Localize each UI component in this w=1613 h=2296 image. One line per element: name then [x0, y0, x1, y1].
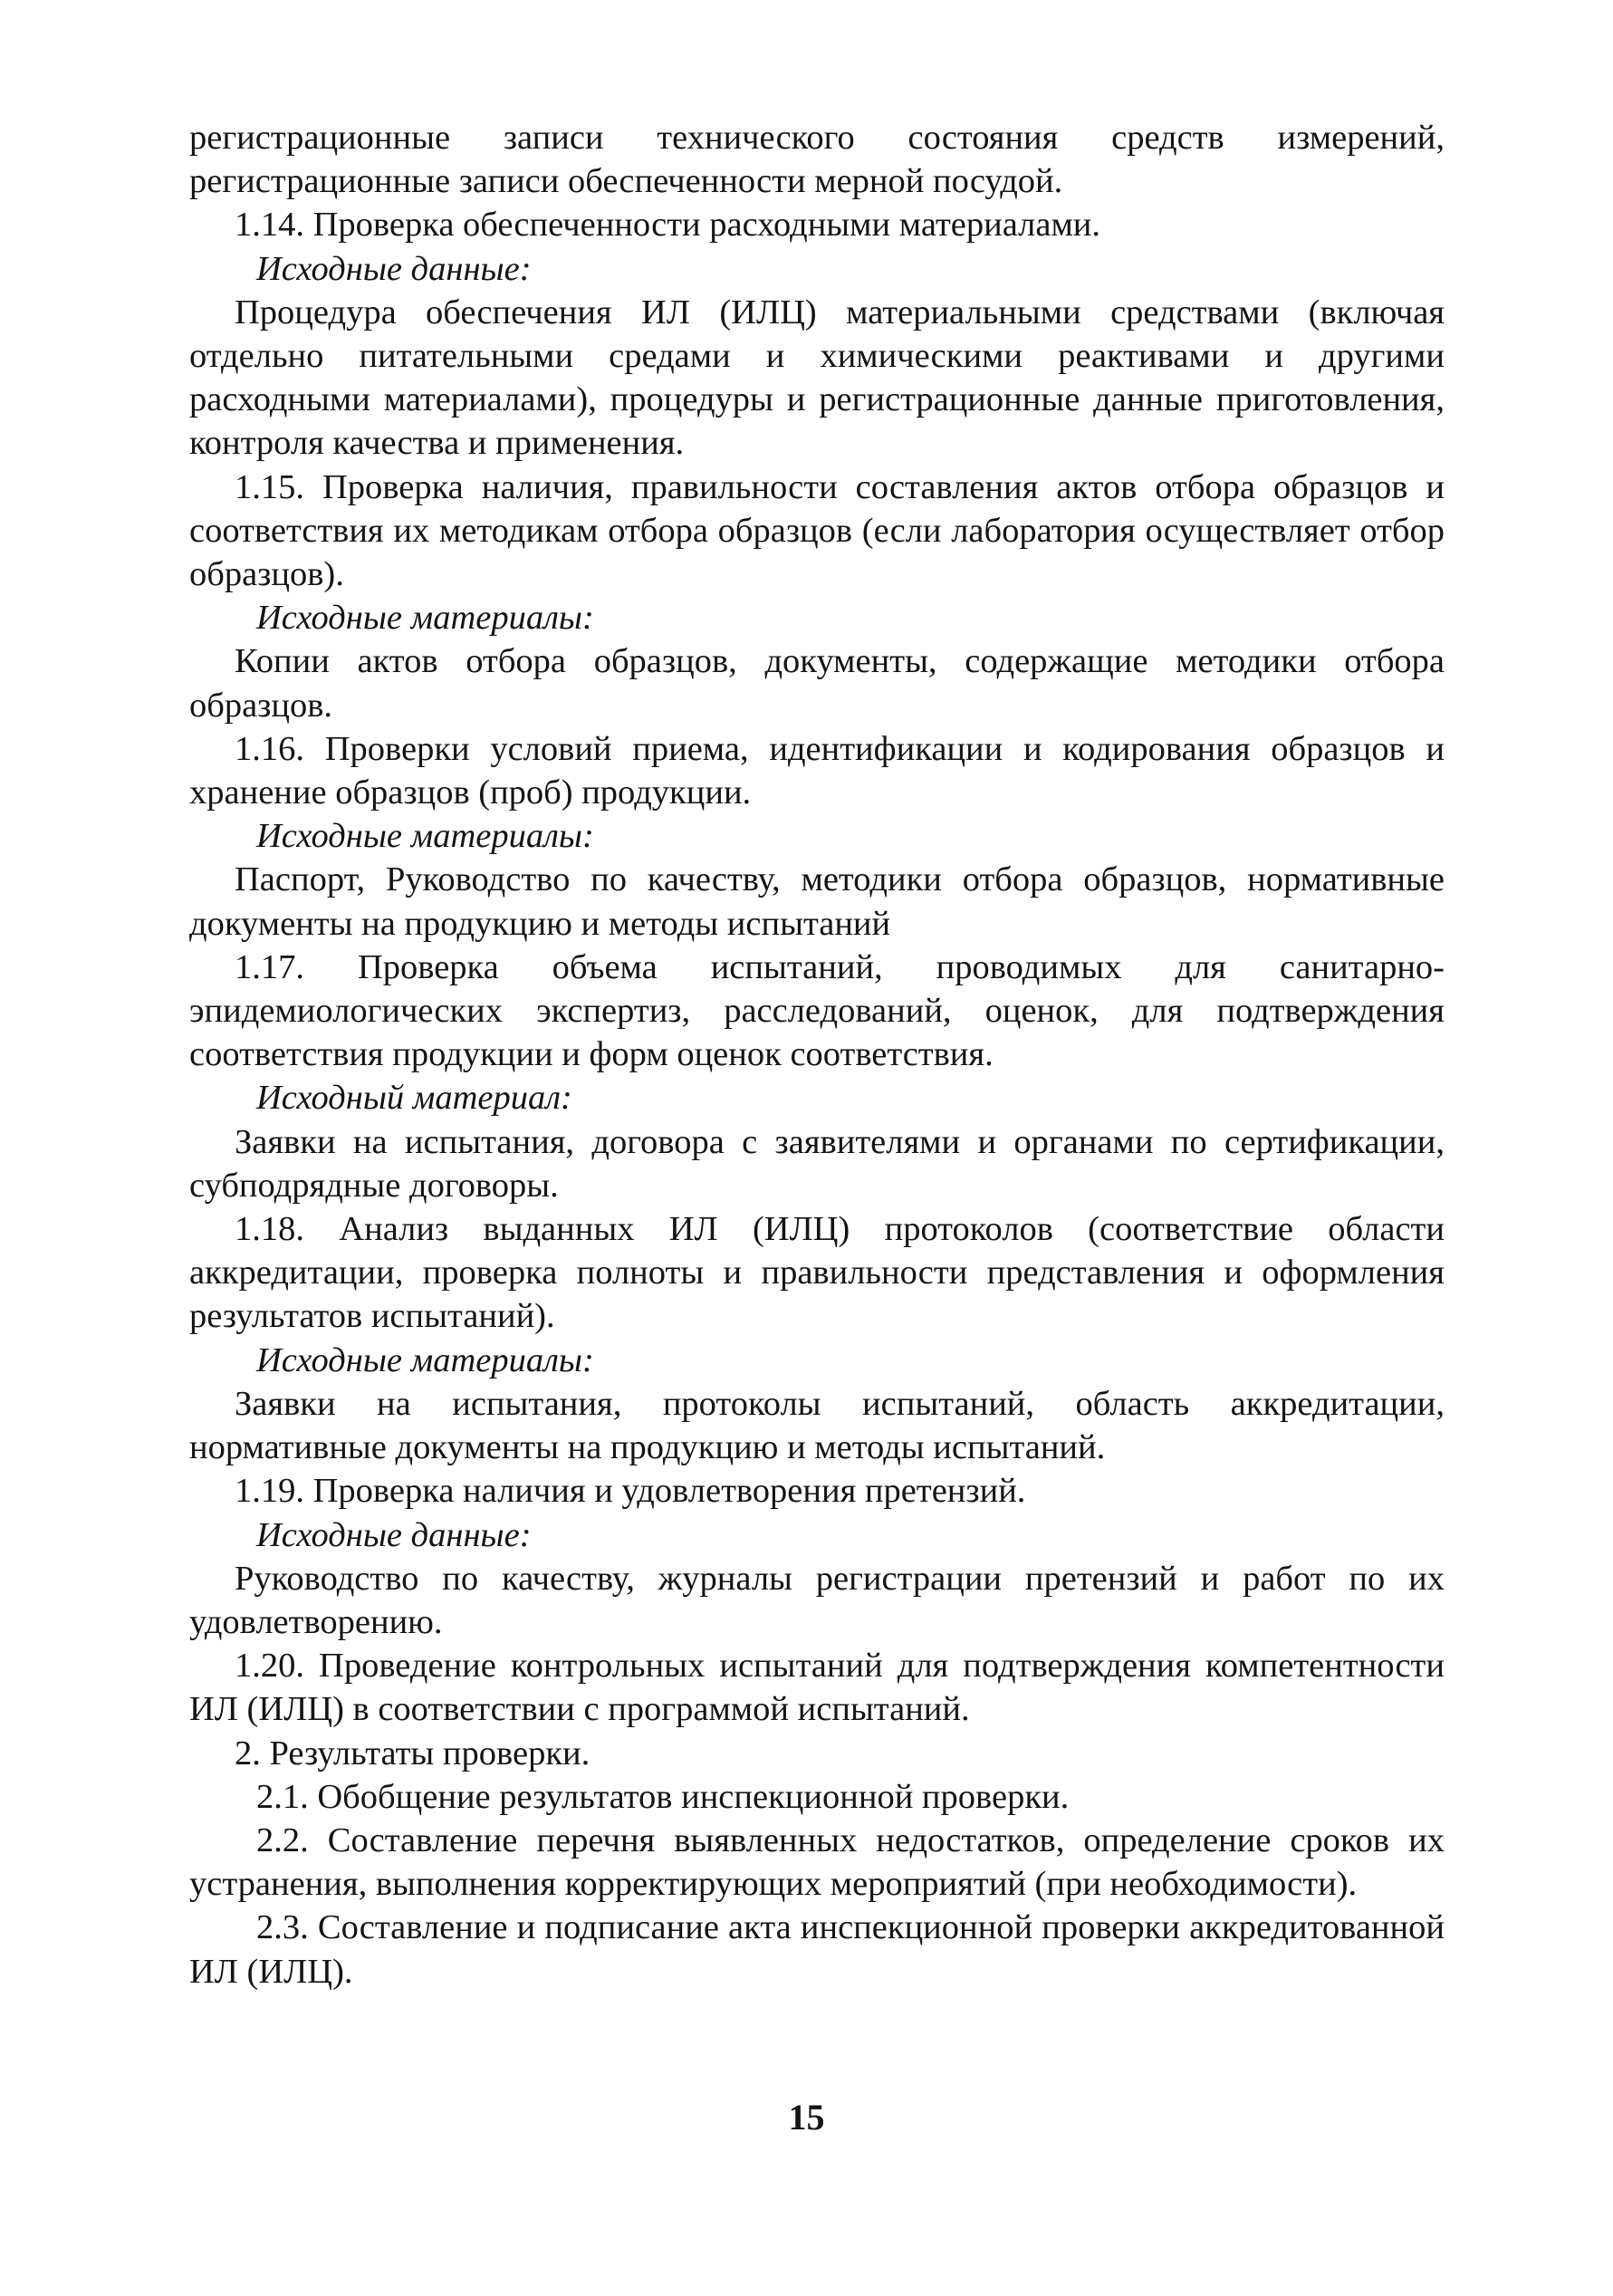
item-2-1: 2.1. Обобщение результатов инспекционной проверки. [256, 1777, 1070, 1816]
item-1-17-sources: Заявки на испытания, договора с заявителями и органами по сертификации, субподрядные договоры. [189, 1122, 1445, 1205]
section-2-heading: 2. Результаты проверки. [235, 1734, 590, 1772]
item-1-18-heading: 1.18. Анализ выданных ИЛ (ИЛЦ) протоколов (соответствие области аккредитации, проверка полноты и правильности представления и оформления результатов испытаний). [189, 1210, 1445, 1336]
item-1-16-sources: Паспорт, Руководство по качеству, методики отбора образцов, нормативные документы на продукцию и методы испытаний [189, 860, 1445, 943]
item-1-14-heading: 1.14. Проверка обеспеченности расходными материалами. [235, 206, 1101, 245]
item-1-15-heading: 1.15. Проверка наличия, правильности составления актов отбора образцов и соответствия их методикам отбора образцов (если лаборатория осуществляет отбор образцов). [189, 467, 1445, 594]
item-1-20-heading: 1.20. Проведение контрольных испытаний для подтверждения компетентности ИЛ (ИЛЦ) в соответствии с программой испытаний. [189, 1647, 1445, 1729]
item-1-19-heading: 1.19. Проверка наличия и удовлетворения претензий. [235, 1472, 1026, 1511]
item-1-14-sources: Процедура обеспечения ИЛ (ИЛЦ) материальными средствами (включая отдельно питательными средами и химическими реактивами и другими расходными материалами), процедуры и регистрационные данные приготовления, контроля качества и применения. [189, 293, 1445, 463]
item-1-16-heading: 1.16. Проверки условий приема, идентификации и кодирования образцов и хранение образцов (проб) продукции. [189, 729, 1445, 812]
document-body [189, 116, 1445, 1993]
source-materials-label: Исходные материалы: [256, 1340, 594, 1379]
source-materials-label: Исходные материалы: [256, 599, 594, 638]
item-1-17-heading: 1.17. Проверка объема испытаний, проводимых для санитарно-эпидемиологических экспертиз, расследований, оценок, для подтверждения соответствия продукции и форм оценок соответствия. [189, 947, 1445, 1074]
source-materials-label: Исходные материалы: [256, 817, 594, 856]
paragraph-continuation: регистрационные записи технического состояния средств измерений, регистрационные записи обеспеченности мерной посудой. [189, 119, 1445, 201]
source-data-label: Исходные данные: [256, 1515, 532, 1554]
page-number: 15 [788, 2097, 825, 2137]
source-data-label: Исходные данные: [256, 249, 532, 288]
item-1-15-sources: Копии актов отбора образцов, документы, содержащие методики отбора образцов. [189, 642, 1445, 725]
item-1-19-sources: Руководство по качеству, журналы регистрации претензий и работ по их удовлетворению. [189, 1559, 1445, 1641]
source-material-label: Исходный материал: [256, 1079, 572, 1118]
item-2-2: 2.2. Составление перечня выявленных недостатков, определение сроков их устранения, выполнения корректирующих мероприятий (при необходимости). [189, 1820, 1445, 1904]
item-1-18-sources: Заявки на испытания, протоколы испытаний, область аккредитации, нормативные документы на продукцию и методы испытаний. [189, 1384, 1445, 1467]
item-2-3: 2.3. Составление и подписание акта инспекционной проверки аккредитованной ИЛ (ИЛЦ). [189, 1908, 1445, 1991]
